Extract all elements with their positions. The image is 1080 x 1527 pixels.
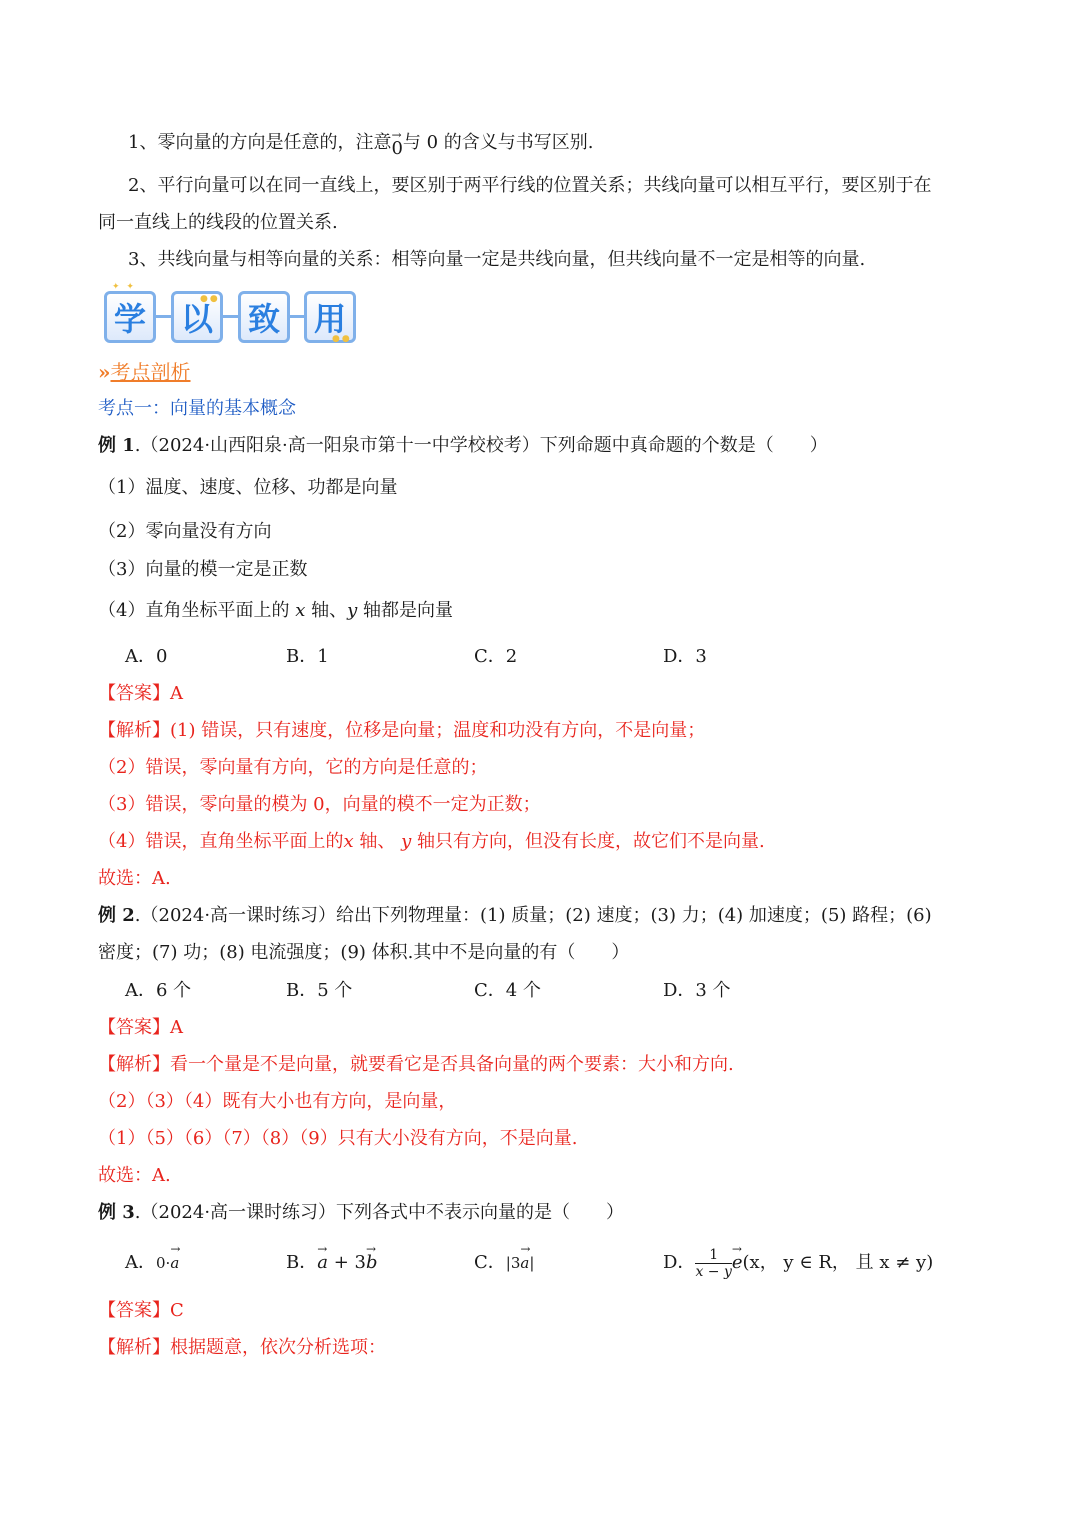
example-3-stem (98, 1200, 624, 1226)
option-a: A．0 (125, 646, 168, 667)
math-expr: + 3 (327, 1252, 366, 1273)
banner-connector (223, 315, 239, 318)
banner-tile-2: 以 (171, 291, 223, 343)
math-expr: | (529, 1254, 535, 1272)
answer-value: A (170, 1017, 183, 1038)
analysis-tag: 【解析】 (98, 1054, 170, 1075)
analysis-text: 根据题意，依次分析选项： (170, 1337, 386, 1358)
example-1-item: （3）向量的模一定是正数 (98, 559, 308, 580)
option-label: D． (663, 1252, 696, 1273)
math-expr: |3 (505, 1254, 521, 1272)
example-3-analysis (98, 1335, 386, 1361)
option-d: D．3 个 (663, 980, 731, 1001)
answer-tag: 【答案】 (98, 1017, 170, 1038)
analysis-text: （4）错误，直角坐标平面上的 (98, 831, 344, 852)
topic-heading: 考点一：向量的基本概念 (98, 398, 296, 419)
example-3-text: .（2024·高一课时练习）下列各式中不表示向量的是（ ） (134, 1202, 625, 1223)
item-4-text: （4）直角坐标平面上的 (98, 600, 296, 621)
vector-e: → e (732, 1240, 743, 1286)
example-2-stem-cont: 密度；(7) 功；(8) 电流强度；(9) 体积.其中不是向量的有（ ） (98, 942, 630, 963)
banner-xue-yi-zhi-yong (104, 282, 364, 348)
example-2-stem (98, 903, 932, 929)
example-3-label: 例 3 (98, 1202, 135, 1223)
option-label: C． (474, 1252, 506, 1273)
example-2-answer (98, 1015, 183, 1041)
fraction-numerator: 1 (695, 1247, 731, 1264)
analysis-tag: 【解析】 (98, 1337, 170, 1358)
example-2-text: .（2024·高一课时练习）给出下列物理量：(1) 质量；(2) 速度；(3) 力；(4) 加速度；(5) 路程；(6) (134, 905, 932, 926)
y-var: y (401, 831, 412, 852)
analysis-text: 轴、 (353, 831, 402, 852)
zero-vector: → 0 (391, 136, 402, 162)
option-label: B． (286, 1252, 318, 1273)
analysis-line: （1）（5）（6）（7）（8）（9）只有大小没有方向，不是向量. (98, 1128, 578, 1149)
option-a: A．6 个 (125, 980, 192, 1001)
example-1-label: 例 1 (98, 435, 135, 456)
section-title (98, 356, 191, 385)
option-d: D．3 (663, 646, 707, 667)
math-expr: 0· (156, 1254, 171, 1272)
example-1-text: .（2024·山西阳泉·高一阳泉市第十一中学校校考）下列命题中真命题的个数是（ ） (134, 435, 828, 456)
analysis-text: (1) 错误，只有速度，位移是向量；温度和功没有方向，不是向量； (170, 720, 706, 741)
example-2-label: 例 2 (98, 905, 135, 926)
example-1-item: （1）温度、速度、位移、功都是向量 (98, 477, 398, 498)
example-2-analysis (98, 1052, 734, 1078)
banner-tile-1: 学 (104, 291, 156, 343)
analysis-text: 轴只有方向，但没有长度，故它们不是向量. (411, 831, 765, 852)
example-1-item: （2）零向量没有方向 (98, 521, 272, 542)
analysis-tag: 【解析】 (98, 720, 170, 741)
section-title-text: 考点剖析 (110, 360, 191, 384)
x-var: x (295, 600, 306, 621)
zero-vector-symbol (391, 138, 402, 159)
example-3-answer (98, 1298, 184, 1324)
note-3: 3、共线向量与相等向量的关系：相等向量一定是共线向量，但共线向量不一定是相等的向量. (128, 249, 866, 270)
fraction-denominator: x − y (695, 1263, 732, 1280)
option-b: B．5 个 (286, 980, 353, 1001)
banner-tile-3: 致 (238, 291, 290, 343)
example-1-stem (98, 433, 828, 459)
note-1-text-end: 与 0 的含义与书写区别. (402, 132, 594, 153)
banner-tile-4: 用 (304, 291, 356, 343)
y-var: y (347, 600, 358, 621)
note-1 (128, 130, 594, 159)
example-1-item (98, 598, 453, 624)
analysis-line: （2）（3）（4）既有大小也有方向，是向量， (98, 1091, 457, 1112)
decor-dots-icon: ●● (332, 334, 352, 344)
example-1-conclusion: 故选：A. (98, 868, 171, 889)
double-chevron-icon: » (98, 360, 111, 384)
analysis-text: 看一个量是不是向量，就要看它是否具备向量的两个要素：大小和方向. (170, 1054, 734, 1075)
item-4-text: 轴、 (305, 600, 348, 621)
example-1-answer (98, 681, 183, 707)
answer-value: A (170, 683, 183, 704)
answer-tag: 【答案】 (98, 683, 170, 704)
option-c: C．4 个 (474, 980, 541, 1001)
analysis-line (98, 829, 765, 855)
answer-value: C (170, 1300, 184, 1321)
example-2-conclusion: 故选：A. (98, 1165, 171, 1186)
analysis-line: （2）错误，零向量有方向，它的方向是任意的； (98, 757, 488, 778)
option-b: B．1 (286, 646, 329, 667)
option-d (663, 1240, 933, 1286)
banner-connector (156, 315, 172, 318)
fraction (695, 1247, 731, 1280)
note-1-text: 1、零向量的方向是任意的，注意 (128, 132, 392, 153)
vector-a: → a (317, 1250, 328, 1276)
math-expr: (x， y ∈ R， 且 x ≠ y) (742, 1252, 934, 1273)
option-c: C．2 (474, 646, 518, 667)
item-4-text: 轴都是向量 (357, 600, 453, 621)
option-b (286, 1250, 377, 1276)
analysis-line: （3）错误，零向量的模为 0，向量的模不一定为正数； (98, 794, 541, 815)
note-2: 2、平行向量可以在同一直线上，要区别于两平行线的位置关系；共线向量可以相互平行，要区别于在 (128, 175, 932, 196)
note-2-cont: 同一直线上的线段的位置关系. (98, 212, 338, 233)
option-label: A． (125, 1252, 156, 1273)
decor-dots-icon: ✦ ✦ (112, 282, 136, 292)
option-c (474, 1250, 534, 1276)
vector-a: → a (170, 1250, 179, 1276)
decor-dots-icon: ●● (200, 294, 220, 304)
example-1-analysis (98, 718, 705, 744)
x-var: x (343, 831, 354, 852)
answer-tag: 【答案】 (98, 1300, 170, 1321)
vector-b: → b (366, 1250, 378, 1276)
option-a (125, 1250, 179, 1276)
vector-a: → a (520, 1250, 529, 1276)
